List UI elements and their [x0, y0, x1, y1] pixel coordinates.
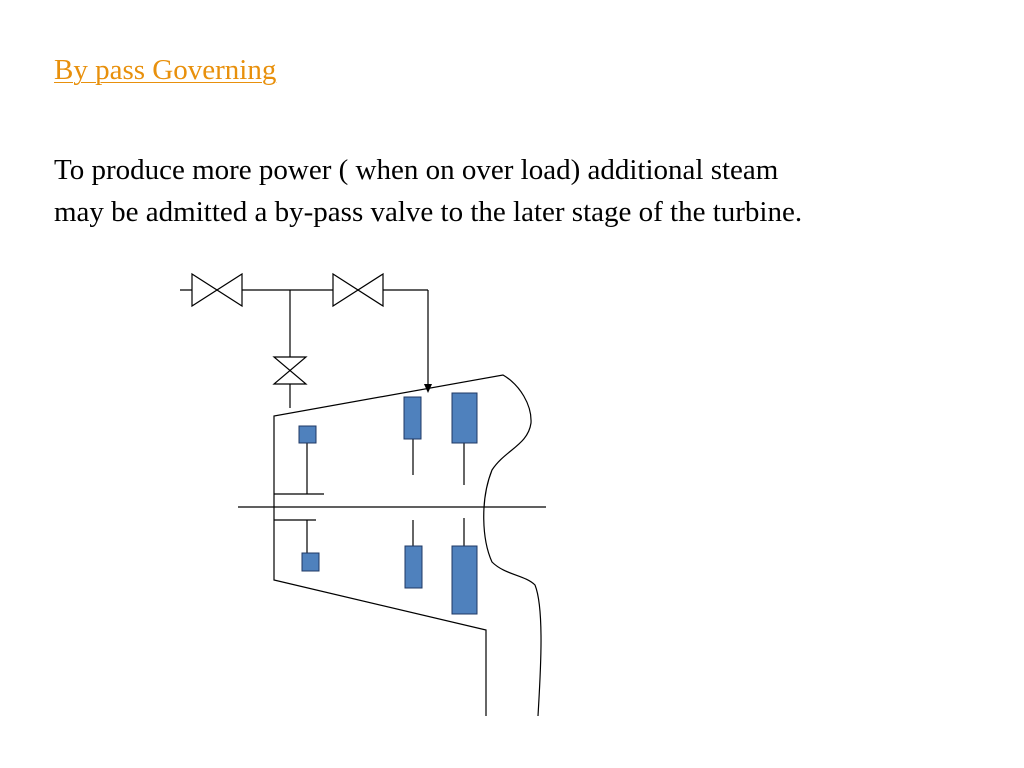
- blade-stage-3-top: [452, 393, 477, 443]
- blade-stage-1-bottom: [302, 553, 319, 571]
- bypass-valve-icon: [333, 274, 383, 306]
- blade-stage-1-top: [299, 426, 316, 443]
- main-stop-valve-icon: [192, 274, 242, 306]
- blade-stage-2-top: [404, 397, 421, 439]
- throttle-valve-icon: [274, 357, 306, 384]
- blade-stage-2-bottom: [405, 546, 422, 588]
- body-line-1: To produce more power ( when on over load) additional steam: [54, 154, 779, 186]
- slide-title: By pass Governing: [54, 54, 277, 86]
- blade-stage-3-bottom: [452, 546, 477, 614]
- body-line-2: may be admitted a by-pass valve to the later stage of the turbine.: [54, 196, 803, 228]
